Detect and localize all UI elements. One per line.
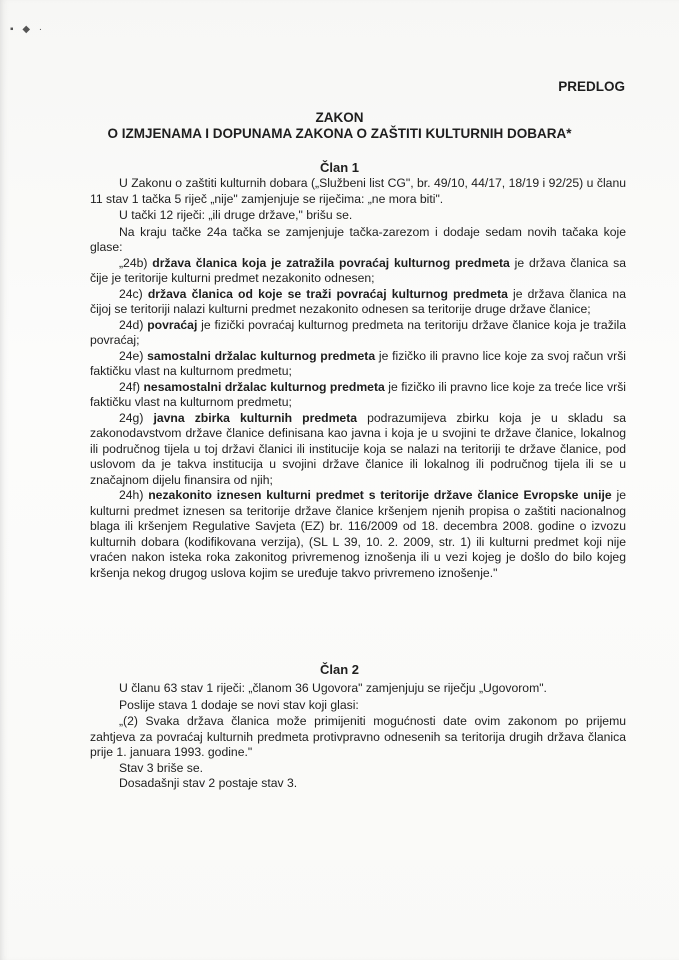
defined-term: povraćaj [147, 317, 198, 332]
defined-term: javna zbirka kulturnih predmeta [153, 410, 358, 425]
article-2-paragraph: U članu 63 stav 1 riječi: „članom 36 Ugovora" zamjenjuju se riječju „Ugovorom". [119, 681, 547, 695]
defined-term: samostalni držalac kulturnog predmeta [147, 348, 376, 363]
definition-24d: 24d) povraćaj je fizički povraćaj kulturnog predmeta na teritoriju države članice koja je tražila povraćaj; [90, 317, 626, 347]
defined-term: država članica koja je zatražila povraćaj kulturnog predmeta [152, 255, 510, 270]
article-2-paragraph: Poslije stava 1 dodaje se novi stav koji glasi: [119, 697, 359, 712]
law-subtitle: O IZMJENAMA I DOPUNAMA ZAKONA O ZAŠTITI KULTURNIH DOBARA* [107, 126, 572, 141]
article-1-paragraph: U Zakonu o zaštiti kulturnih dobara („Službeni list CG", br. 49/10, 44/17, 18/19 i 92/25) u članu 11 stav 1 tačka 5 riječ „nije" zamjenjuje se riječima: „ne mora biti". [90, 176, 626, 206]
article-2-paragraph: Dosadašnji stav 2 postaje stav 3. [119, 776, 298, 790]
article-1-paragraph: U tački 12 riječi: „ili druge države," brišu se. [119, 208, 353, 222]
definition-24b: „24b) država članica koja je zatražila povraćaj kulturnog predmeta je država članica sa čije je teritorije kulturni predmet nezakonito odnesen; [90, 255, 626, 285]
article-2-paragraph: Stav 3 briše se. [119, 760, 203, 775]
scan-specks: ▪ ◆ · [10, 24, 46, 35]
article-1-paragraph: Na kraju tačke 24a tačka se zamjenjuje tačka-zarezom i dodaje sedam novih tačaka koje glase: [90, 224, 626, 254]
definition-24e: 24e) samostalni držalac kulturnog predmeta je fizičko ili pravno lice koje za svoj račun vrši faktičku vlast na kulturnom predmetu; [90, 348, 627, 378]
article-2-paragraph: „(2) Svaka država članica može primijeniti mogućnosti date ovim zakonom po prijemu zahtjeva za povraćaj kulturnih predmeta protivpravno odnesenih sa teritorija drugih država članica prije 1. januara 1993. godine." [90, 714, 626, 759]
article-2-body [90, 681, 626, 792]
proposal-mark: PREDLOG [558, 79, 625, 94]
defined-term: nezakonito iznesen kulturni predmet s teritorije države članice Evropske unije [148, 488, 612, 502]
definition-24h: 24h) nezakonito iznesen kulturni predmet s teritorije države članice Evropske unije je kulturni predmet iznesen sa teritorije države članice kršenjem njenih propisa o zaštiti nacionalnog blaga ili kršenjem Regulative Savjeta (EZ) br. 116/2009 od 18. decembra 2008. godine o izvozu kulturnih dobara (kodifikovana verzija), (SL L 39, 10. 2. 2009, str. 1) ili kulturni predmet koji nije vraćen nakon isteka roka zakonitog privremenog iznošenja ili u vezi kojeg je došlo do bilo kojeg kršenja nekog drugog uslova kojim se uređuje takvo privremeno iznošenje." [90, 488, 626, 580]
article-2-heading: Član 2 [319, 662, 359, 677]
defined-term: država članica od koje se traži povraćaj kulturnog predmeta [147, 286, 508, 301]
article-1-body [90, 176, 626, 581]
definition-24g: 24g) javna zbirka kulturnih predmeta podrazumijeva zbirku koja je u skladu sa zakonodavstvom države članice definisana kao javna i koja je u svojini te države članice, lokalnog ili područnog tijela u toj državi članici ili institucije koja se nalazi na teritoriji te države članice, pod uslovom da je takva institucija u svojini države članice ili lokalnog ili područnog tijela ili se u značajnom dijelu finansira od njih; [90, 410, 626, 487]
law-title: ZAKON [315, 110, 364, 125]
defined-term: nesamostalni držalac kulturnog predmeta [143, 379, 385, 394]
article-1-heading: Član 1 [319, 160, 359, 175]
definition-24f: 24f) nesamostalni držalac kulturnog predmeta je fizičko ili pravno lice koje za treće lice vrši faktičku vlast na kulturnom predmetu; [90, 379, 626, 409]
definition-24c: 24c) država članica od koje se traži povraćaj kulturnog predmeta je država članica na čijoj se teritoriji nalazi kulturni predmet nezakonito odnesen sa teritorije druge države članice; [90, 286, 626, 316]
